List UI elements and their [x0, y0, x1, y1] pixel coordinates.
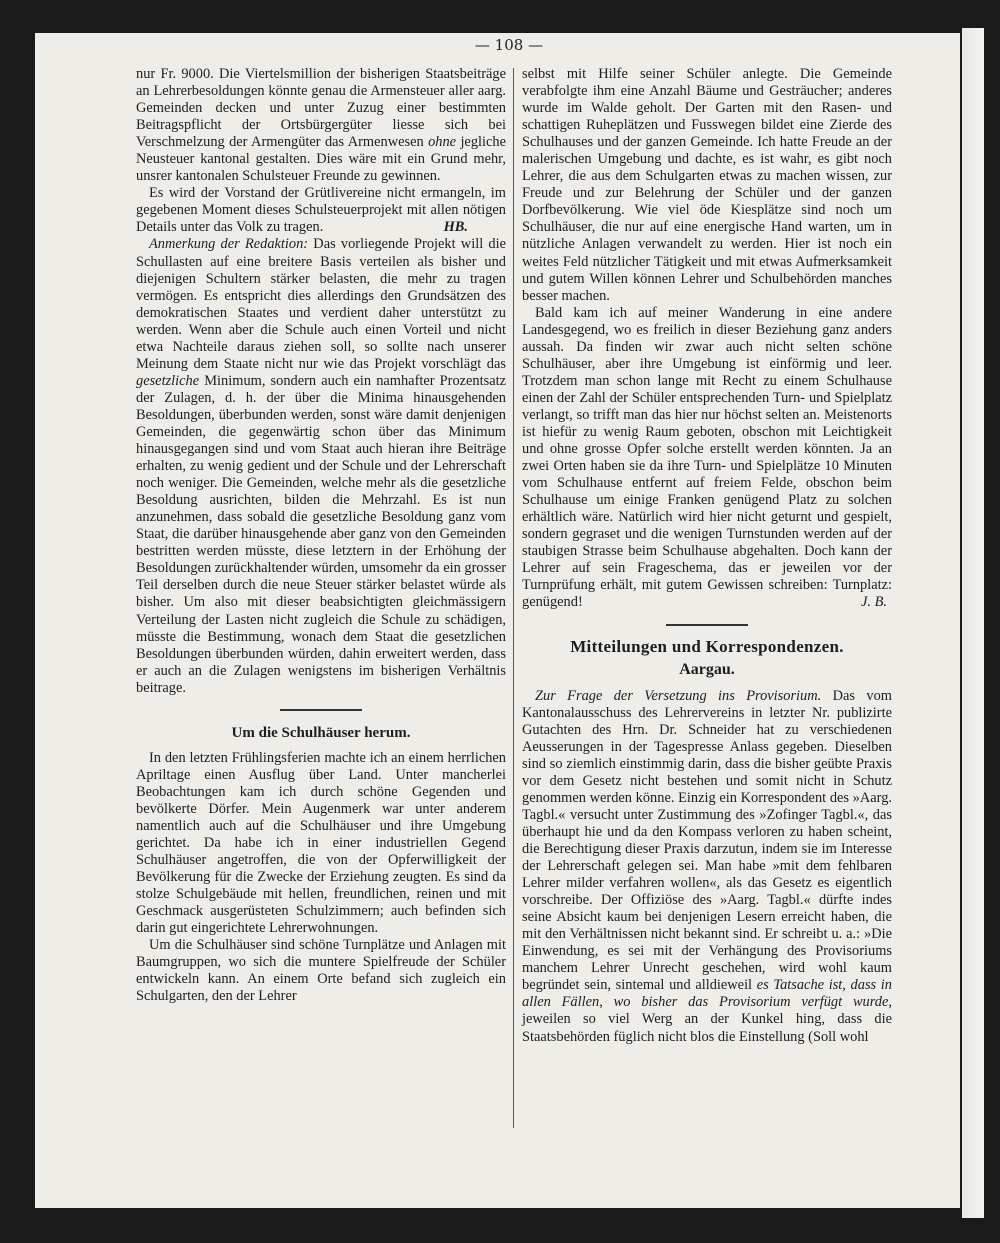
emphasis-text: es Tatsache ist, dass in allen Fällen, wo bisher das Provisorium verfügt wurde,	[522, 977, 892, 1011]
region-heading: Aargau.	[679, 660, 735, 678]
article2-paragraph: selbst mit Hilfe seiner Schüler anlegte. Die Gemeinde verabfolgte ihm eine Anzahl Bäume und Gesträucher; anderes wurde im Walde geholt. Der Garten mit den Rasen- und schattigen Ruheplätzen und Fusswegen bildet eine Zierde des Schulhauses und der ganzen Gemeinde. Ich hatte Freude an der malerischen Umgebung und dachte, es ist wahr, es gibt noch Lehrer, die aus dem Schulgarten etwas zu machen wissen, zur Freude und zur Belehrung der Schüler und der ganzen Dorfbevölkerung. Wie viel öde Kiesplätze sind noch um Schulhäuser, die nur auf eine energische Hand warten, um in nützliche Anlagen verwandelt zu werden. Hier ist noch ein weites Feld nützlicher Tätigkeit und mit etwas Aufmerksamkeit und gutem Willen können Lehrer und Schulbehörden manches besser machen.	[522, 66, 892, 304]
article1-paragraph: nur Fr. 9000. Die Viertelsmillion der bisherigen Staatsbeiträge an Lehrerbesoldungen könnte genau die Armensteuer aller aarg. Gemeinden decken und unter Zuzug einer bestimmten Beitragspflicht der Ortsbürgergüter liesse sich bei Verschmelzung der Armengüter das Armenwesen ohne jegliche Neusteuer kantonal gestalten. Dies wäre mit ein Grund mehr, unsrer kantonalen Schulsteuer Freunde zu gewinnen.	[136, 66, 506, 185]
column-divider	[513, 68, 514, 1128]
section-divider	[280, 709, 362, 711]
author-signature: J. B.	[861, 594, 887, 611]
article-title: Zur Frage der Versetzung ins Provisorium.	[535, 687, 822, 704]
article1-paragraph: Es wird der Vorstand der Grütlivereine nicht ermangeln, im gegebenen Moment dieses Schulsteuerprojekt mit allen nötigen Details unter das Volk zu tragen. HB.	[136, 185, 506, 236]
article2-paragraph: Um die Schulhäuser sind schöne Turnplätze und Anlagen mit Baumgruppen, wo sich die muntere Spielfreude der Schüler entwickeln kann. An einem Orte befand sich zugleich ein Schulgarten, den der Lehrer	[136, 937, 506, 1005]
article-heading: Um die Schulhäuser herum.	[231, 724, 411, 741]
article2-paragraph: In den letzten Frühlingsferien machte ich an einem herrlichen Apriltage einen Ausflug über Land. Unter mancherlei Beobachtungen kam ich durch schöne Gegenden und bevölkerte Dörfer. Mein Augenmerk war unter anderem namentlich auch auf die Schulhäuser und ihre Umgebung gerichtet. Da habe ich in einer industriellen Gegend Schulhäuser angetroffen, die von der Opferwilligkeit der Bevölkerung für die Zwecke der Erziehung zeugten. Es sind da stolze Schulgebäude mit hellen, freundlichen, reinen und mit Geschmack ausgerüsteten Schulzimmern; auch befinden sich darin gut eingerichtete Lehrerwohnungen.	[136, 749, 506, 937]
emphasis-text: ohne	[428, 134, 457, 151]
section-heading: Mitteilungen und Korrespondenzen.	[570, 636, 844, 656]
emphasis-text: gesetzliche	[136, 372, 200, 389]
next-page-edge	[962, 28, 984, 1218]
page-number: — 108 —	[474, 36, 544, 54]
right-column	[522, 66, 892, 1046]
section-divider	[666, 624, 748, 626]
editorial-note: Anmerkung der Redaktion: Das vorliegende Projekt will die Schullasten auf eine breitere Basis verteilen als bisher und diejenigen Schultern stärker belasten, die mehr zu tragen vermögen. Es entspricht dies allerdings den Grundsätzen des demokratischen Staates und verdient daher unterstützt zu werden. Wenn aber die Schule auch einen Vorteil und nicht etwa Nachteile daraus ziehen soll, so sollte nach unserer Meinung dem Staate nicht nur wie das Projekt vorschlägt das gesetzliche Minimum, sondern auch ein namhafter Prozentsatz der Zulagen, d. h. der über die Minima hinausgehenden Besoldungen, überbunden werden, sonst wäre damit denjenigen Gemeinden, die gegenwärtig schon über das Minimum hinausgegangen sind und vom Staat auch hieran ihre Beiträge erhalten, zu wenig gedient und der Schule und der Lehrerschaft noch weniger. Die Gemeinden, welche mehr als die gesetzliche Besoldung ausrichten, bilden die Mehrzahl. Es ist nun anzunehmen, dass sobald die gesetzliche Besoldung ganz vom Staat, die darüber hinausgehende aber ganz von den Gemeinden bestritten werden müsste, diese letztern in der Erhöhung der Besoldungen zurückhaltender würden, umsomehr da ein grosser Teil derselben durch die neue Steuer stärker belastet würde als bisher. Um also mit dieser beabsichtigten gleichmässigern Verteilung der Lasten nicht zugleich die Schule zu schädigen, müsste die Bestimmung, wonach dem Staat die gesetzlichen Besoldungen überbunden würden, dahin erweitert werden, dass er auch an die Zulagen wenigstens im bisherigen Verhältnis beitrage.	[136, 236, 506, 696]
author-signature: HB.	[443, 219, 468, 236]
note-label: Anmerkung der Redaktion:	[149, 236, 309, 253]
article2-paragraph: Bald kam ich auf meiner Wanderung in eine andere Landesgegend, wo es freilich in dieser Beziehung ganz anders aussah. Da finden wir zwar auch nicht selten schöne Schulhäuser, aber ihre Umgebung ist einförmig und leer. Trotzdem man schon lange mit Recht zu einem Schulhause einen der Zahl der Schüler entsprechenden Turn- und Spielplatz verlangt, so trifft man das hier nur höchst selten an. Meistenorts ist hiefür zu wenig Raum geboten, obschon mit Leichtigkeit und ohne grosse Opfer solche erstellt werden könnten. Ja an zwei Orten haben sie da ihre Turn- und Spielplätze 10 Minuten vom Schulhause entfernt auf freiem Felde, obschon beim Schulhause um einige Franken genügend Platz zu solchen erhältlich wäre. Natürlich wird hier nicht geturnt und gespielt, sondern gegraset und die wenigen Turnstunden werden auf der staubigen Strasse beim Schulhause abgehalten. Doch kann der Lehrer auf sein Frageschema, das er jeweilen vor der Turnprüfung erhält, mit gutem Gewissen schreiben: Turnplatz: genügend! J. B.	[522, 304, 892, 611]
aargau-paragraph: Zur Frage der Versetzung ins Provisorium. Das vom Kantonalausschuss des Lehrervereins in letzter Nr. publizirte Gutachten des Hrn. Dr. Schneider hat zu verschiedenen Aeusserungen in der Tagespresse Anlass gegeben. Dieselben sind so ziemlich einstimmig darin, dass die bisher geübte Praxis vor dem Gesetz nicht bestehen und somit nicht in Schutz genommen werden könne. Einzig ein Korrespondent des »Aarg. Tagbl.« versucht unter Zustimmung des »Zofinger Tagbl.«, das überhaupt hie und da den Kompass verloren zu haben scheint, die Berechtigung dieser Praxis darzutun, indem sie im Interesse der Lehrerschaft gelegen sei. Man habe »mit dem fehlbaren Lehrer milder verfahren wollen«, als das Gesetz es eigentlich vorschreibe. Der Offiziöse des »Aarg. Tagbl.« dürfte indes seine Absicht kaum bei denjenigen Lesern erreicht haben, die mit den Verhältnissen nicht bekannt sind. Er schreibt u. a.: »Die Einwendung, es sei mit der Verhängung des Provisoriums manchem Lehrer Unrecht geschehen, wird wohl kaum begründet sein, sintemal und alldieweil es Tatsache ist, dass in allen Fällen, wo bisher das Provisorium verfügt wurde, jeweilen so viel Werg an der Kunkel hing, dass die Staatsbehörden füglich nicht blos die Einstellung (Soll wohl	[522, 687, 892, 1045]
left-column	[136, 66, 506, 1005]
